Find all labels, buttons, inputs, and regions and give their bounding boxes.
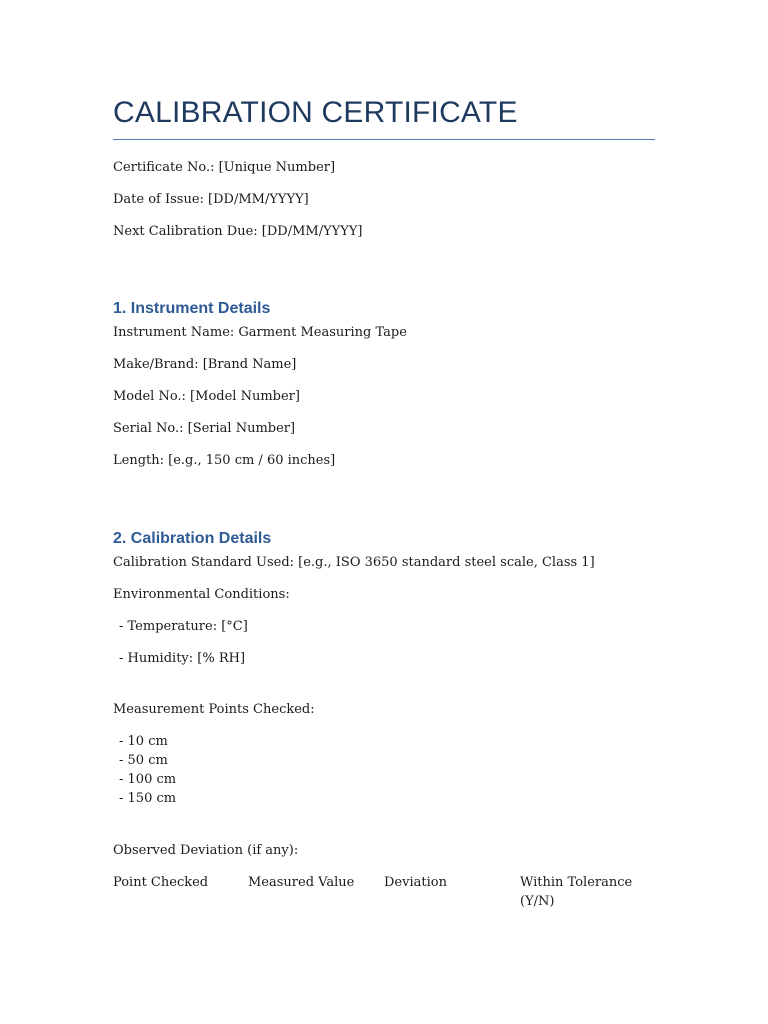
- calibration-standard-used: Calibration Standard Used: [e.g., ISO 3650 standard steel scale, Class 1]: [113, 555, 595, 570]
- table-header-measured-value: Measured Value: [248, 875, 355, 890]
- title-underline: [113, 139, 655, 140]
- measurement-points-label: Measurement Points Checked:: [113, 702, 315, 717]
- certificate-number: Certificate No.: [Unique Number]: [113, 160, 336, 175]
- model-number: Model No.: [Model Number]: [113, 389, 300, 404]
- next-calibration-due: Next Calibration Due: [DD/MM/YYYY]: [113, 224, 363, 239]
- observed-deviation-label: Observed Deviation (if any):: [113, 843, 299, 858]
- section-heading-instrument-details: 1. Instrument Details: [113, 300, 271, 317]
- table-header-within-tolerance: Within Tolerance (Y/N): [520, 875, 633, 909]
- make-brand: Make/Brand: [Brand Name]: [113, 357, 297, 372]
- temperature-field: - Temperature: [°C]: [119, 619, 248, 634]
- measurement-point-item: - 100 cm: [119, 772, 177, 787]
- measurement-point-item: - 150 cm: [119, 791, 177, 806]
- environmental-conditions-label: Environmental Conditions:: [113, 587, 290, 602]
- document-title: CALIBRATION CERTIFICATE: [113, 96, 518, 129]
- table-header-deviation: Deviation: [384, 875, 447, 890]
- measurement-point-item: - 50 cm: [119, 753, 168, 768]
- measurement-point-item: - 10 cm: [119, 734, 168, 749]
- instrument-length: Length: [e.g., 150 cm / 60 inches]: [113, 453, 336, 468]
- date-of-issue: Date of Issue: [DD/MM/YYYY]: [113, 192, 309, 207]
- humidity-field: - Humidity: [% RH]: [119, 651, 246, 666]
- section-heading-calibration-details: 2. Calibration Details: [113, 530, 272, 547]
- serial-number: Serial No.: [Serial Number]: [113, 421, 296, 436]
- table-header-point-checked: Point Checked: [113, 875, 209, 890]
- instrument-name: Instrument Name: Garment Measuring Tape: [113, 325, 407, 340]
